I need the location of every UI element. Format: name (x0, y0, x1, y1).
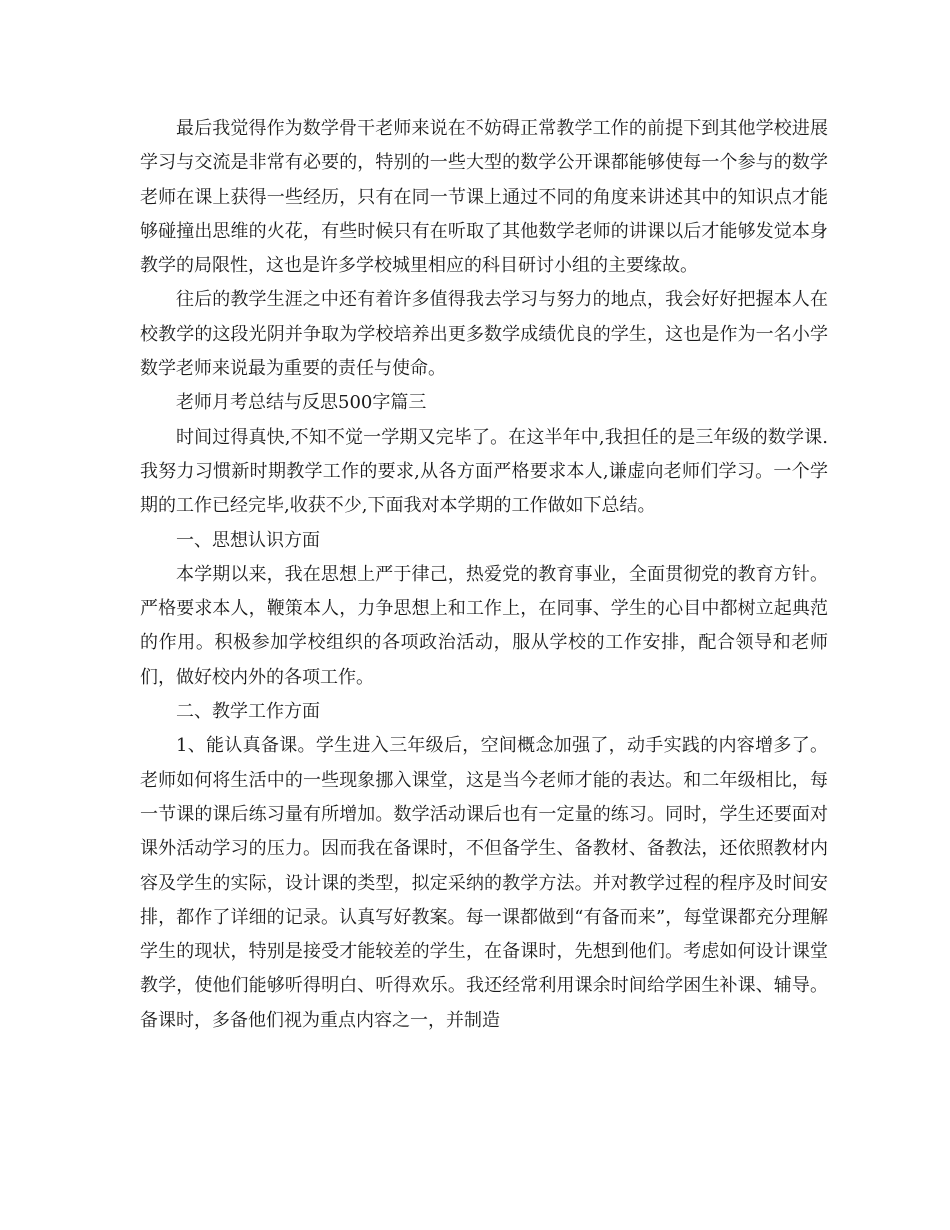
document-page (140, 112, 828, 1038)
paragraph-exchange-learning: 最后我觉得作为数学骨干老师来说在不妨碍正常教学工作的前提下到其他学校进展学习与交流是非常有必要的，特别的一些大型的数学公开课都能够使每一个参与的数学老师在课上获得一些经历，只有在同一节课上通过不同的角度来讲述其中的知识点才能够碰撞出思维的火花，有些时候只有在听取了其他数学老师的讲课以后才能够发觉本身教学的局限性，这也是许多学校城里相应的科目研讨小组的主要缘故。 (140, 118, 828, 277)
heading-ideology: 一、思想认识方面 (176, 529, 320, 551)
paragraph-ideology: 本学期以来，我在思想上严于律己，热爱党的教育事业，全面贯彻党的教育方针。严格要求本人，鞭策本人，力争思想上和工作上，在同事、学生的心目中都树立起典范的作用。积极参加学校组织的各项政治活动，服从学校的工作安排，配合领导和老师们，做好校内外的各项工作。 (140, 563, 828, 688)
heading-teaching-work: 二、教学工作方面 (176, 701, 320, 723)
section-title: 老师月考总结与反思500字篇三 (176, 392, 427, 414)
paragraph-future-career: 往后的教学生涯之中还有着许多值得我去学习与努力的地点，我会好好把握本人在校教学的这段光阴并争取为学校培养出更多数学成绩优良的学生，这也是作为一名小学数学老师来说最为重要的责任与使命。 (140, 289, 828, 380)
paragraph-semester-intro: 时间过得真快,不知不觉一学期又完毕了。在这半年中,我担任的是三年级的数学课.我努力习惯新时期教学工作的要求,从各方面严格要求本人,谦虚向老师们学习。一个学期的工作已经完毕,收获不少,下面我对本学期的工作做如下总结。 (140, 426, 828, 517)
paragraph-lesson-preparation: 1、能认真备课。学生进入三年级后，空间概念加强了，动手实践的内容增多了。老师如何将生活中的一些现象挪入课堂，这是当今老师才能的表达。和二年级相比，每一节课的课后练习量有所增加。数学活动课后也有一定量的练习。同时，学生还要面对课外活动学习的压力。因而我在备课时，不但备学生、备教材、备教法，还依照教材内容及学生的实际，设计课的类型，拟定采纳的教学方法。并对教学过程的程序及时间安排，都作了详细的记录。认真写好教案。每一课都做到“有备而来”，每堂课都充分理解学生的现状，特别是接受才能较差的学生，在备课时，先想到他们。考虑如何设计课堂教学，使他们能够听得明白、听得欢乐。我还经常利用课余时间给学困生补课、辅导。备课时，多备他们视为重点内容之一，并制造 (140, 735, 828, 1031)
